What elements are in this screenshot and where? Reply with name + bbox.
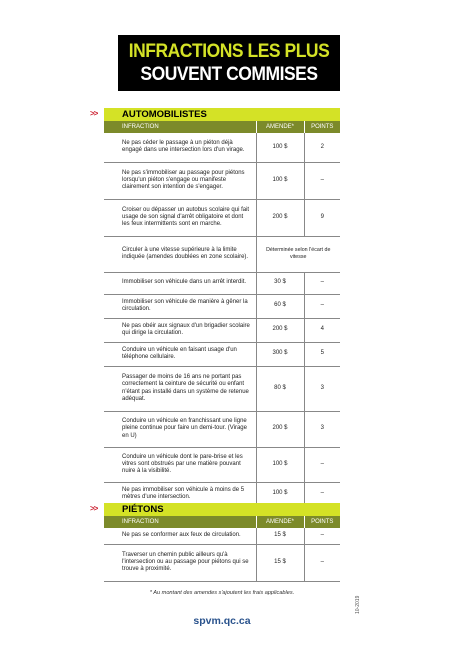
points-cell: 5 bbox=[304, 342, 340, 366]
infraction-cell: Conduire un véhicule dont le pare-brise et les vitres sont obstrués par une matière pouvant nuire à la visibilité. bbox=[104, 447, 256, 482]
table-row bbox=[104, 236, 340, 272]
infraction-cell: Ne pas immobiliser son véhicule à moins de 5 mètres d'une intersection. bbox=[104, 482, 256, 506]
column-header-points: POINTS bbox=[304, 121, 340, 133]
points-cell: – bbox=[304, 162, 340, 199]
infraction-cell: Immobiliser son véhicule dans un arrêt interdit. bbox=[104, 272, 256, 294]
points-cell: 4 bbox=[304, 318, 340, 342]
points-cell: – bbox=[304, 447, 340, 482]
table-row bbox=[104, 366, 340, 411]
table-row bbox=[104, 528, 340, 544]
amende-cell: 100 $ bbox=[256, 447, 304, 482]
table-row bbox=[104, 162, 340, 199]
column-header-amende: AMENDE* bbox=[256, 121, 304, 133]
infraction-cell: Immobiliser son véhicule de manière à gêner la circulation. bbox=[104, 294, 256, 318]
infraction-cell: Conduire un véhicule en faisant usage d'un téléphone cellulaire. bbox=[104, 342, 256, 366]
infraction-cell: Circuler à une vitesse supérieure à la limite indiquée (amendes doublées en zone scolaire). bbox=[104, 236, 256, 272]
table-row bbox=[104, 342, 340, 366]
table-header-row bbox=[104, 516, 340, 528]
points-cell: – bbox=[304, 544, 340, 581]
infraction-cell: Traverser un chemin public ailleurs qu'à l'intersection ou au passage pour piétons qui se trouve à proximité. bbox=[104, 544, 256, 581]
page-title bbox=[118, 35, 340, 91]
footnote: * Au montant des amendes s'ajoutent les frais applicables. bbox=[149, 590, 295, 596]
points-cell: 3 bbox=[304, 411, 340, 447]
title-line-2: SOUVENT COMMISES bbox=[140, 64, 318, 85]
table-row bbox=[104, 318, 340, 342]
automobilistes-section bbox=[90, 108, 340, 507]
amende-cell: 300 $ bbox=[256, 342, 304, 366]
points-cell: 9 bbox=[304, 199, 340, 236]
table-header-row bbox=[104, 121, 340, 133]
infraction-cell: Ne pas s'immobiliser au passage pour piétons lorsqu'un piéton s'engage ou manifeste clairement son intention de s'engager. bbox=[104, 162, 256, 199]
section-marker: >> bbox=[90, 504, 98, 513]
amende-cell: 100 $ bbox=[256, 482, 304, 506]
amende-cell: 80 $ bbox=[256, 366, 304, 411]
amende-cell: 100 $ bbox=[256, 162, 304, 199]
points-cell: 3 bbox=[304, 366, 340, 411]
amende-cell: 200 $ bbox=[256, 318, 304, 342]
points-cell: – bbox=[304, 294, 340, 318]
infraction-cell: Ne pas céder le passage à un piéton déjà engagé dans une intersection lors d'un virage. bbox=[104, 133, 256, 162]
infraction-cell: Ne pas se conformer aux feux de circulation. bbox=[104, 528, 256, 544]
table-row bbox=[104, 411, 340, 447]
title-line-1: INFRACTIONS LES PLUS bbox=[128, 41, 330, 62]
table-row bbox=[104, 294, 340, 318]
amende-cell: 30 $ bbox=[256, 272, 304, 294]
amende-cell: 15 $ bbox=[256, 528, 304, 544]
amende-cell: Déterminée selon l'écart de vitesse bbox=[256, 236, 340, 272]
section-marker: >> bbox=[90, 109, 98, 118]
section-title-pietons: PIÉTONS bbox=[104, 503, 340, 516]
column-header-infraction: INFRACTION bbox=[104, 121, 256, 133]
column-header-amende: AMENDE* bbox=[256, 516, 304, 528]
points-cell: 2 bbox=[304, 133, 340, 162]
pietons-section bbox=[90, 503, 340, 582]
website-link[interactable]: spvm.qc.ca bbox=[193, 615, 251, 627]
amende-cell: 200 $ bbox=[256, 199, 304, 236]
table-row bbox=[104, 544, 340, 581]
section-title-automobilistes: AUTOMOBILISTES bbox=[104, 108, 340, 121]
edition-date: 10-2019 bbox=[355, 595, 361, 614]
amende-cell: 100 $ bbox=[256, 133, 304, 162]
amende-cell: 200 $ bbox=[256, 411, 304, 447]
pietons-table bbox=[104, 516, 340, 582]
points-cell: – bbox=[304, 528, 340, 544]
column-header-infraction: INFRACTION bbox=[104, 516, 256, 528]
points-cell: – bbox=[304, 272, 340, 294]
amende-cell: 60 $ bbox=[256, 294, 304, 318]
automobilistes-table bbox=[104, 121, 340, 507]
table-row bbox=[104, 133, 340, 162]
points-cell: – bbox=[304, 482, 340, 506]
infraction-cell: Ne pas obéir aux signaux d'un brigadier scolaire qui dirige la circulation. bbox=[104, 318, 256, 342]
column-header-points: POINTS bbox=[304, 516, 340, 528]
infraction-cell: Croiser ou dépasser un autobus scolaire qui fait usage de son signal d'arrêt obligatoire et dont les feux intermittents sont en marche. bbox=[104, 199, 256, 236]
table-row bbox=[104, 447, 340, 482]
infraction-cell: Passager de moins de 16 ans ne portant pas correctement la ceinture de sécurité ou enfant n'étant pas installé dans un système de retenue adéquat. bbox=[104, 366, 256, 411]
table-row bbox=[104, 199, 340, 236]
table-row bbox=[104, 272, 340, 294]
amende-cell: 15 $ bbox=[256, 544, 304, 581]
infraction-cell: Conduire un véhicule en franchissant une ligne pleine continue pour faire un demi-tour. (Virage en U) bbox=[104, 411, 256, 447]
